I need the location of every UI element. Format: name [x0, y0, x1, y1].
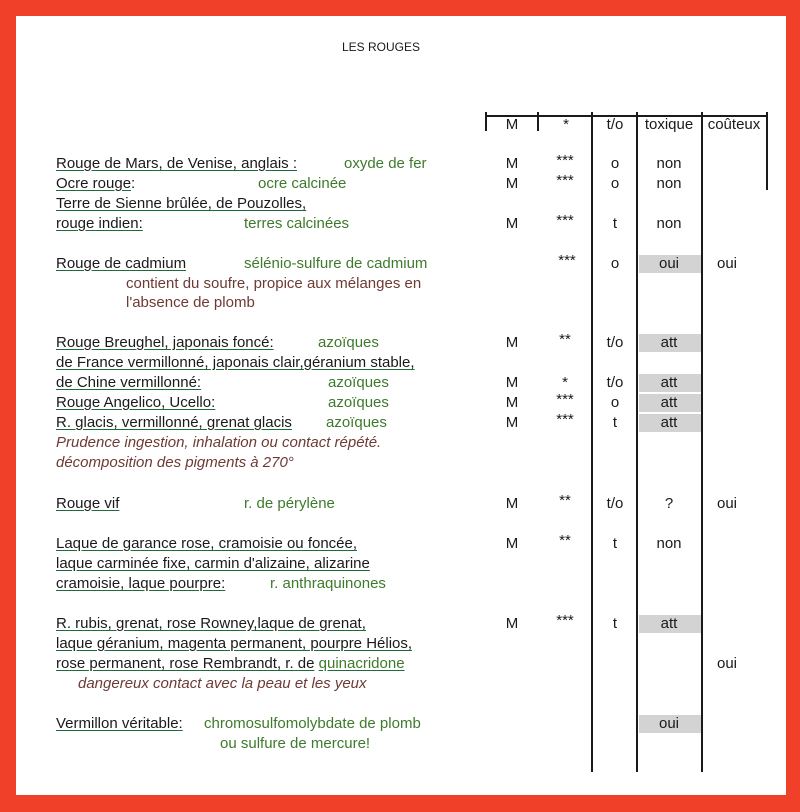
- column-divider: [766, 112, 768, 190]
- pigment-composition: azoïques: [328, 374, 389, 391]
- cell-couteux: oui: [716, 655, 738, 672]
- cell-star: ***: [556, 612, 574, 629]
- column-divider: [701, 112, 703, 772]
- header-couteux: coûteux: [707, 116, 761, 133]
- cell-couteux: oui: [716, 495, 738, 512]
- column-divider: [485, 112, 487, 131]
- pigment-composition: r. anthraquinones: [270, 575, 386, 592]
- pigment-composition: quinacridone: [318, 655, 405, 672]
- pigment-name: de Chine vermillonné:: [56, 374, 202, 391]
- colon: :: [131, 175, 136, 192]
- note: dangereux contact avec la peau et les yeux: [78, 675, 367, 692]
- cell-to: t: [612, 535, 618, 552]
- cell-m: M: [505, 414, 519, 431]
- cell-m: M: [505, 334, 519, 351]
- pigment-composition: chromosulfomolybdate de plomb: [204, 715, 421, 732]
- cell-m: M: [505, 155, 519, 172]
- pigment-row: [56, 655, 405, 673]
- pigment-composition: ou sulfure de mercure!: [220, 735, 371, 752]
- pigment-name: Rouge de Mars, de Venise, anglais :: [56, 155, 297, 172]
- pigment-name: Rouge Angelico, Ucello:: [56, 394, 216, 411]
- cell-couteux: oui: [716, 255, 738, 272]
- header-m: M: [505, 116, 519, 133]
- pigment-name: laque géranium, magenta permanent, pourpre Hélios,: [56, 635, 413, 652]
- cell-star: ***: [558, 252, 576, 269]
- pigment-composition: sélénio-sulfure de cadmium: [244, 255, 428, 272]
- cell-toxique: non: [656, 535, 682, 552]
- header-to: t/o: [606, 116, 624, 133]
- cell-m: M: [505, 495, 519, 512]
- column-divider: [537, 112, 539, 131]
- column-divider: [591, 112, 593, 772]
- pigment-row: [56, 175, 135, 193]
- pigment-name: Laque de garance rose, cramoisie ou foncée,: [56, 535, 358, 552]
- cell-toxique: att: [660, 374, 678, 391]
- cell-toxique: non: [656, 175, 682, 192]
- cell-to: o: [610, 255, 620, 272]
- pigment-name: R. rubis, grenat, rose Rowney,laque de grenat,: [56, 615, 366, 632]
- pigment-name: R. glacis, vermillonné, grenat glacis: [56, 414, 292, 431]
- cell-to: o: [610, 394, 620, 411]
- pigment-composition: terres calcinées: [244, 215, 350, 232]
- cell-star: *: [562, 374, 568, 391]
- pigment-name: rouge indien:: [56, 215, 143, 232]
- cell-m: M: [505, 215, 519, 232]
- pigment-composition: azoïques: [328, 394, 389, 411]
- pigment-composition: ocre calcinée: [258, 175, 347, 192]
- cell-toxique: oui: [658, 255, 680, 272]
- pigment-name: Rouge Breughel, japonais foncé:: [56, 334, 274, 351]
- cell-to: t/o: [606, 495, 624, 512]
- cell-m: M: [505, 175, 519, 192]
- pigment-name: Vermillon véritable:: [56, 715, 183, 732]
- pigment-composition: azoïques: [326, 414, 387, 431]
- note: décomposition des pigments à 270°: [56, 454, 294, 471]
- pigment-name: cramoisie, laque pourpre:: [56, 575, 226, 592]
- pigment-composition: azoïques: [318, 334, 379, 351]
- header-toxique: toxique: [644, 116, 694, 133]
- cell-toxique: oui: [658, 715, 680, 732]
- cell-toxique: att: [660, 414, 678, 431]
- pigment-composition: r. de pérylène: [244, 495, 335, 512]
- cell-to: o: [610, 155, 620, 172]
- cell-m: M: [505, 615, 519, 632]
- cell-to: t: [612, 414, 618, 431]
- pigment-name: Ocre rouge: [56, 175, 132, 192]
- cell-to: o: [610, 175, 620, 192]
- column-divider: [636, 112, 638, 772]
- pigment-name: laque carminée fixe, carmin d'alizaine, alizarine: [56, 555, 370, 572]
- cell-star: **: [559, 331, 571, 348]
- note: contient du soufre, propice aux mélanges en: [126, 275, 422, 292]
- cell-m: M: [505, 394, 519, 411]
- cell-toxique: ?: [664, 495, 674, 512]
- cell-star: ***: [556, 172, 574, 189]
- cell-star: ***: [556, 212, 574, 229]
- cell-toxique: non: [656, 155, 682, 172]
- note: Prudence ingestion, inhalation ou contact répété.: [56, 434, 382, 451]
- cell-star: ***: [556, 391, 574, 408]
- cell-m: M: [505, 535, 519, 552]
- cell-to: t/o: [606, 374, 624, 391]
- cell-to: t: [612, 215, 618, 232]
- pigment-name: Rouge de cadmium: [56, 255, 187, 272]
- cell-star: **: [559, 532, 571, 549]
- pigment-name: Rouge vif: [56, 495, 120, 512]
- header-star: *: [563, 116, 569, 133]
- cell-star: **: [559, 492, 571, 509]
- cell-toxique: att: [660, 394, 678, 411]
- cell-toxique: non: [656, 215, 682, 232]
- cell-star: ***: [556, 152, 574, 169]
- page-title: LES ROUGES: [342, 40, 421, 54]
- cell-to: t/o: [606, 334, 624, 351]
- pigment-name: de France vermillonné, japonais clair,géranium stable,: [56, 354, 415, 371]
- note: l'absence de plomb: [126, 294, 255, 311]
- cell-to: t: [612, 615, 618, 632]
- cell-toxique: att: [660, 334, 678, 351]
- pigment-name: rose permanent, rose Rembrandt, r. de: [56, 655, 315, 672]
- pigment-name: Terre de Sienne brûlée, de Pouzolles,: [56, 195, 307, 212]
- pigment-composition: oxyde de fer: [344, 155, 427, 172]
- cell-toxique: att: [660, 615, 678, 632]
- cell-m: M: [505, 374, 519, 391]
- document-page: [16, 16, 786, 795]
- cell-star: ***: [556, 411, 574, 428]
